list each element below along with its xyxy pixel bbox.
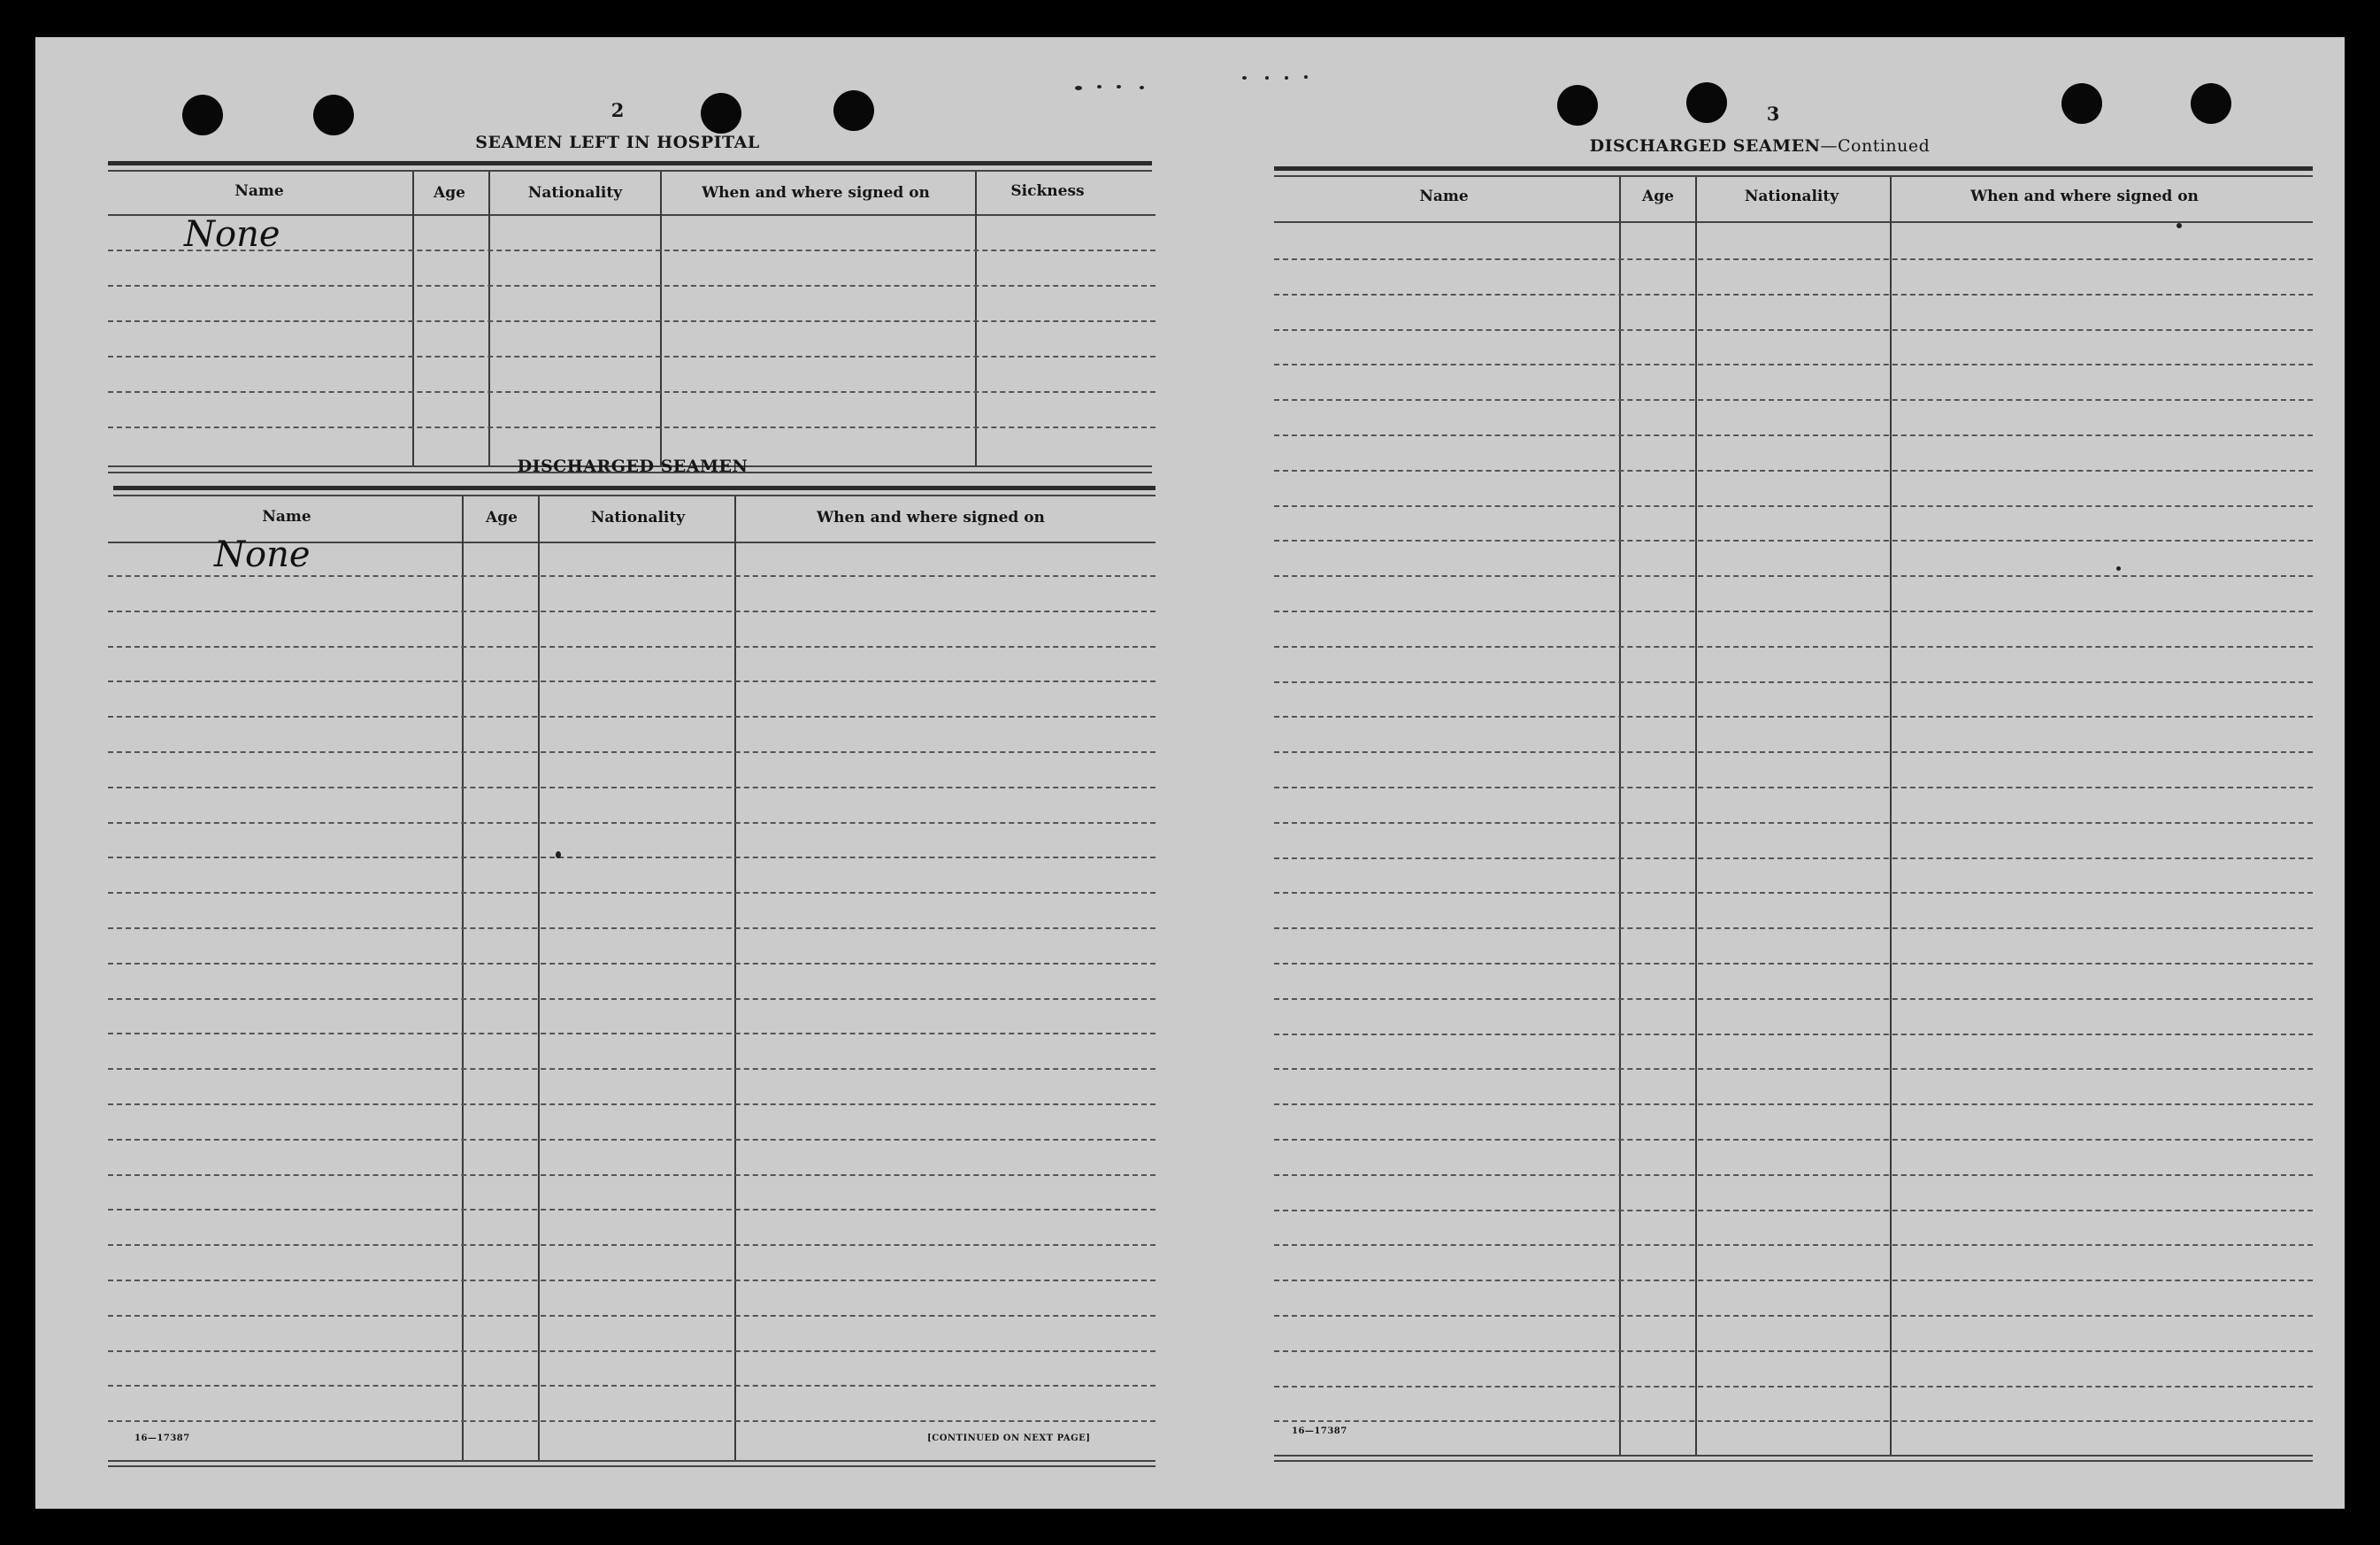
page-number-left: 2	[610, 99, 625, 121]
right-col-age: Age	[1642, 188, 1674, 205]
discharged-col-name: Name	[262, 508, 311, 526]
ruled-line	[108, 787, 1155, 788]
ruled-line	[1274, 1210, 2313, 1211]
ruled-line	[108, 1420, 1155, 1422]
punch-hole	[1557, 85, 1598, 126]
punch-hole	[182, 95, 223, 135]
speck	[1242, 76, 1247, 80]
right-header-rule	[1274, 221, 2313, 223]
ruled-line	[108, 575, 1155, 577]
ruled-line	[1274, 1244, 2313, 1246]
ledger-sheet	[35, 37, 2345, 1509]
ruled-line	[108, 320, 1155, 322]
ruled-line	[108, 822, 1155, 824]
ruled-line	[1274, 470, 2313, 472]
ruled-line	[1274, 505, 2313, 507]
ruled-line	[108, 892, 1155, 894]
ruled-line	[1274, 611, 2313, 612]
speck	[2177, 223, 2182, 228]
punch-hole	[701, 93, 741, 134]
discharged-continued-title-suffix: —Continued	[1820, 136, 1931, 156]
speck	[1075, 86, 1082, 90]
ruled-line	[108, 1350, 1155, 1352]
speck	[1285, 76, 1288, 80]
ruled-line	[1274, 716, 2313, 718]
ruled-line	[1274, 1139, 2313, 1141]
ruled-line	[1274, 294, 2313, 296]
punch-hole	[2061, 83, 2102, 124]
ruled-line	[108, 963, 1155, 965]
ruled-line	[1274, 1315, 2313, 1317]
ruled-line	[1274, 1034, 2313, 1035]
ruled-line	[1274, 646, 2313, 648]
speck	[1097, 85, 1102, 88]
speck	[1304, 75, 1308, 79]
ruled-line	[1274, 681, 2313, 683]
ruled-line	[1274, 258, 2313, 260]
ruled-line	[1274, 1103, 2313, 1105]
discharged-continued-title	[1590, 136, 1931, 156]
ruled-line	[108, 927, 1155, 929]
discharged-col-age: Age	[486, 509, 518, 527]
hospital-col-name: Name	[234, 182, 284, 200]
ruled-line	[1274, 1280, 2313, 1281]
ruled-line	[108, 680, 1155, 682]
punch-hole	[1686, 82, 1727, 123]
speck	[1265, 76, 1269, 80]
hospital-top-rule-2	[108, 170, 1152, 172]
form-number-right: 16—17387	[1292, 1426, 1347, 1436]
speck	[1117, 85, 1121, 88]
ruled-line	[108, 356, 1155, 357]
ruled-line	[1274, 787, 2313, 788]
ruled-line	[108, 1068, 1155, 1070]
hospital-col-divider	[975, 172, 977, 467]
ruled-line	[108, 646, 1155, 648]
punch-hole	[833, 90, 874, 131]
right-bottom-rule	[1274, 1455, 2313, 1457]
hospital-col-divider	[660, 172, 662, 467]
ruled-line	[1274, 927, 2313, 929]
ruled-line	[108, 857, 1155, 858]
ruled-line	[1274, 857, 2313, 859]
hospital-col-age: Age	[434, 184, 465, 202]
right-col-name: Name	[1419, 188, 1469, 205]
discharged-top-rule	[113, 486, 1155, 490]
ruled-line	[1274, 575, 2313, 577]
right-top-rule	[1274, 166, 2313, 171]
ruled-line	[1274, 329, 2313, 331]
ruled-line	[1274, 963, 2313, 965]
right-col-signed-on: When and where signed on	[1970, 188, 2199, 205]
discharged-section-title: DISCHARGED SEAMEN	[517, 457, 749, 476]
right-col-divider	[1890, 177, 1892, 1457]
right-col-nationality: Nationality	[1744, 188, 1839, 205]
ruled-line	[108, 1315, 1155, 1317]
ruled-line	[108, 1174, 1155, 1176]
ruled-line	[108, 1385, 1155, 1387]
form-number-left: 16—17387	[134, 1434, 190, 1443]
right-col-divider	[1619, 177, 1621, 1457]
discharged-continued-title-main: DISCHARGED SEAMEN	[1589, 136, 1821, 156]
hospital-col-divider	[488, 172, 490, 467]
discharged-none-entry: None	[214, 534, 311, 575]
discharged-col-nationality: Nationality	[590, 509, 686, 527]
hospital-col-nationality: Nationality	[527, 184, 623, 202]
ruled-line	[108, 751, 1155, 753]
ruled-line	[1274, 1420, 2313, 1422]
hospital-col-signed-on: When and where signed on	[702, 184, 930, 202]
ruled-line	[1274, 892, 2313, 894]
continued-note: [CONTINUED ON NEXT PAGE]	[927, 1434, 1091, 1443]
ruled-line	[108, 285, 1155, 287]
ruled-line	[108, 1244, 1155, 1246]
ruled-line	[108, 1103, 1155, 1105]
discharged-top-rule-2	[113, 495, 1155, 496]
ruled-line	[1274, 1350, 2313, 1352]
ruled-line	[1274, 1386, 2313, 1387]
ruled-line	[1274, 434, 2313, 436]
ruled-line	[108, 998, 1155, 1000]
speck	[556, 851, 561, 858]
punch-hole	[313, 95, 354, 135]
ruled-line	[108, 1209, 1155, 1211]
right-top-rule-2	[1274, 175, 2313, 177]
ruled-line	[1274, 399, 2313, 401]
hospital-top-rule	[108, 161, 1152, 165]
speck	[1140, 86, 1144, 89]
right-bottom-rule-2	[1274, 1460, 2313, 1462]
ruled-line	[108, 391, 1155, 393]
ruled-line	[1274, 1174, 2313, 1176]
ruled-line	[1274, 1068, 2313, 1070]
ruled-line	[1274, 822, 2313, 824]
ruled-line	[108, 611, 1155, 612]
ruled-line	[1274, 998, 2313, 1000]
hospital-section-title: SEAMEN LEFT IN HOSPITAL	[475, 133, 760, 152]
right-col-divider	[1695, 177, 1697, 1457]
ruled-line	[108, 716, 1155, 718]
discharged-bottom-rule	[108, 1460, 1155, 1462]
punch-hole	[2191, 83, 2231, 124]
ruled-line	[1274, 364, 2313, 365]
discharged-col-signed-on: When and where signed on	[817, 509, 1045, 527]
ruled-line	[108, 1139, 1155, 1141]
speck	[2116, 566, 2121, 571]
hospital-none-entry: None	[184, 214, 280, 255]
ruled-line	[1274, 540, 2313, 542]
page-number-right: 3	[1766, 103, 1780, 125]
hospital-col-sickness: Sickness	[1010, 182, 1085, 200]
ruled-line	[108, 427, 1155, 428]
ruled-line	[108, 1033, 1155, 1034]
ruled-line	[108, 1280, 1155, 1281]
discharged-bottom-rule-2	[108, 1465, 1155, 1467]
ruled-line	[1274, 751, 2313, 753]
hospital-col-divider	[412, 172, 414, 467]
